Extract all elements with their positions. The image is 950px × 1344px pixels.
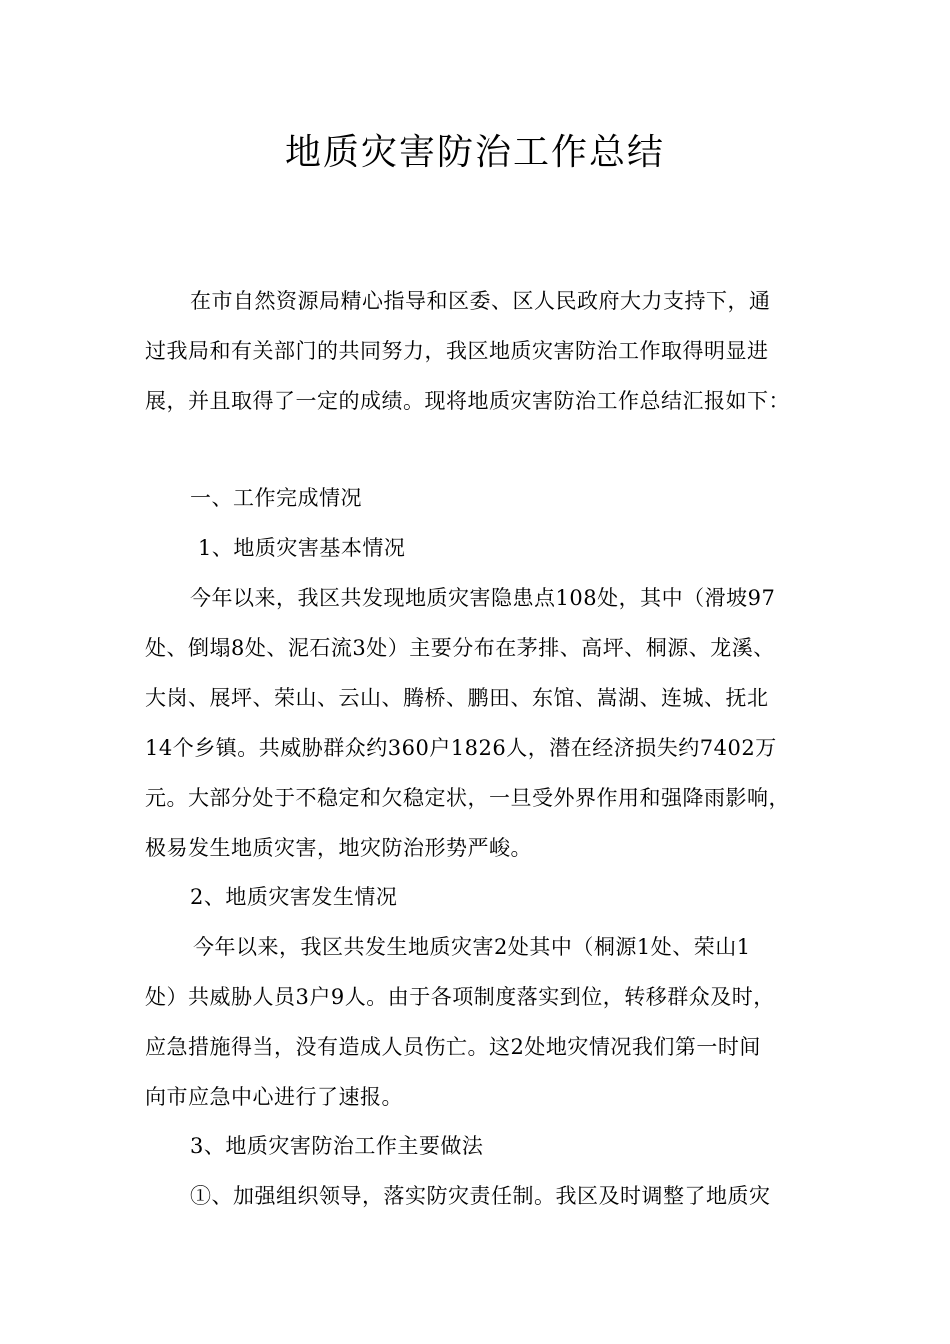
document-title: 地质灾害防治工作总结 (284, 132, 665, 173)
sub3-line-1: ①、加强组织领导，落实防灾责任制。我区及时调整了地质灾 (190, 1184, 771, 1208)
sub1-line-6: 极易发生地质灾害，地灾防治形势严峻。 (145, 836, 532, 860)
sub1-line-3: 大岗、展坪、荣山、云山、腾桥、鹏田、东馆、嵩湖、连城、抚北 (145, 686, 769, 710)
sub1-line-5: 元。大部分处于不稳定和欠稳定状，一旦受外界作用和强降雨影响， (145, 786, 790, 810)
sub1-line-2: 处、倒塌8处、泥石流3处）主要分布在茅排、高坪、桐源、龙溪、 (145, 636, 775, 660)
subsection-heading-3: 3、地质灾害防治工作主要做法 (190, 1134, 484, 1158)
sub2-line-4: 向市应急中心进行了速报。 (145, 1085, 403, 1109)
subsection-heading-1: 1、地质灾害基本情况 (198, 536, 406, 560)
subsection-heading-2: 2、地质灾害发生情况 (190, 885, 398, 909)
section-heading-1: 一、工作完成情况 (190, 486, 362, 510)
sub2-line-2: 处）共威胁人员3户9人。由于各项制度落实到位，转移群众及时， (145, 985, 775, 1009)
sub2-line-1: 今年以来，我区共发生地质灾害2处其中（桐源1处、荣山1 (193, 935, 751, 959)
intro-line-2: 过我局和有关部门的共同努力，我区地质灾害防治工作取得明显进 (145, 339, 769, 363)
sub1-line-1: 今年以来，我区共发现地质灾害隐患点108处，其中（滑坡97 (190, 586, 776, 610)
intro-line-1: 在市自然资源局精心指导和区委、区人民政府大力支持下，通 (190, 289, 771, 313)
sub1-line-4: 14个乡镇。共威胁群众约360户1826人，潜在经济损失约7402万 (145, 736, 777, 760)
sub2-line-3: 应急措施得当，没有造成人员伤亡。这2处地灾情况我们第一时间 (145, 1035, 761, 1059)
intro-line-3: 展，并且取得了一定的成绩。现将地质灾害防治工作总结汇报如下： (145, 389, 790, 413)
